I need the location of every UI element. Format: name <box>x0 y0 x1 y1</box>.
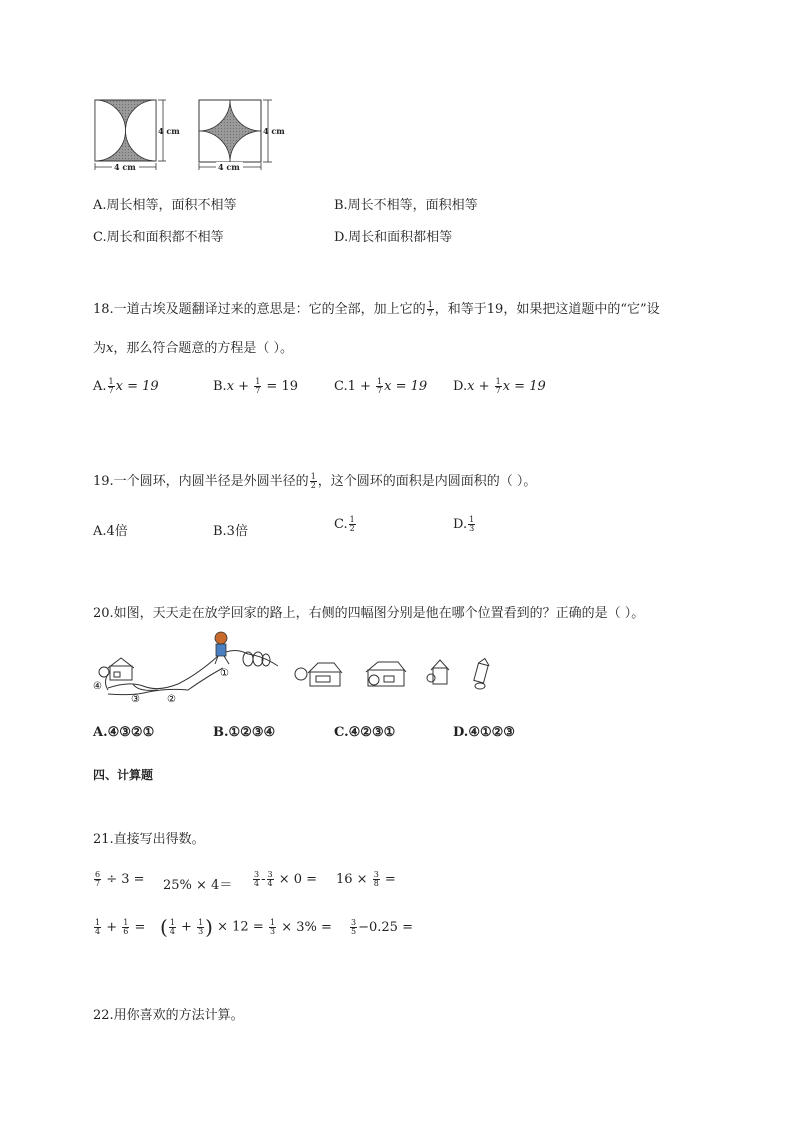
view-narrow-house-icon <box>427 660 449 684</box>
q19-option-b[interactable]: B.3倍 <box>213 524 248 539</box>
hill-path <box>106 650 279 694</box>
q20-question: 20.如图，天天走在放学回家的路上，右侧的四幅图分别是他在哪个位置看到的？正确的是（ ）。 <box>93 606 645 621</box>
q19-option-d[interactable]: D. $\frac{1}{3}$ <box>453 515 475 533</box>
position-label-4: ④ <box>93 681 102 692</box>
q19-question: 19.一个圆环，内圆半径是外圆半径的 $\frac{1}{2}$ ，这个圆环的面积是内圆面积的（ ）。 <box>93 472 537 490</box>
q18-question-line1 <box>93 298 660 318</box>
figure-quarter-circles <box>199 100 285 172</box>
house-icon <box>99 658 134 680</box>
q17-option-d[interactable]: D.周长和面积都相等 <box>334 230 453 245</box>
q21-expr-6: ( $\frac{1}{4}$ + $\frac{1}{3}$ ) × 12 = <box>160 915 264 939</box>
position-label-1: ① <box>220 668 229 679</box>
q20-option-b[interactable]: B.①②③④ <box>213 725 276 740</box>
position-label-2: ② <box>167 694 176 705</box>
q21-expr-2: 25% × 4＝ <box>163 878 233 893</box>
view-tilted-house-icon <box>474 657 491 689</box>
fig2-height-label: 4 cm <box>263 126 285 136</box>
q20-illustration <box>88 626 508 710</box>
q21-expr-1: $\frac{6}{7}$ ÷ 3 = <box>95 870 145 888</box>
q19-option-c[interactable]: C. $\frac{1}{2}$ <box>334 515 355 533</box>
q21-expr-4: 16 × $\frac{3}{8}$ = <box>336 870 396 888</box>
q21-expr-5: $\frac{1}{4}$ + $\frac{1}{6}$ = <box>95 918 146 936</box>
q18-option-b[interactable]: B.x + $\frac{1}{7}$ = 19 <box>213 377 298 395</box>
view-house-side-icon <box>366 662 406 686</box>
q21-expr-7: $\frac{1}{3}$ × 3% = <box>270 918 332 936</box>
figure-semicircles <box>95 100 180 172</box>
q21-expr-3: $\frac{3}{4}$ - $\frac{3}{4}$ × 0 = <box>254 870 318 888</box>
fig1-height-label: 4 cm <box>158 126 180 136</box>
q17-option-b[interactable]: B.周长不相等，面积相等 <box>334 198 478 213</box>
q18-text-a: 18.一道古埃及题翻译过来的意思是：它的全部，加上它的 <box>93 302 426 317</box>
q18-question-line2: 为x，那么符合题意的方程是（ ）。 <box>93 341 293 356</box>
q20-option-d[interactable]: D.④①②③ <box>453 725 515 740</box>
q18-option-c[interactable]: C.1 + $\frac{1}{7}$ x = 19 <box>334 377 428 395</box>
q17-option-a[interactable]: A.周长相等，面积不相等 <box>93 198 237 213</box>
kid-figure <box>215 632 229 664</box>
q21-title: 21.直接写出得数。 <box>93 832 205 847</box>
section-heading: 四、计算题 <box>93 768 154 782</box>
q18-fraction: $\frac{1}{7}$ <box>427 300 433 318</box>
q18-option-d[interactable]: D.x + $\frac{1}{7}$ x = 19 <box>453 377 546 395</box>
q21-expr-8: $\frac{3}{5}$ −0.25 = <box>351 918 413 936</box>
q20-option-c[interactable]: C.④②③① <box>334 725 396 740</box>
square-figures <box>88 94 298 174</box>
q19-option-a[interactable]: A.4倍 <box>93 524 128 539</box>
view-house-front-icon <box>295 663 342 686</box>
q18-option-a[interactable]: A. $\frac{1}{7}$ x = 19 <box>93 377 159 395</box>
q18-text-b: ，和等于19，如果把这道题中的“它”设 <box>434 302 660 317</box>
position-label-3: ③ <box>131 694 140 705</box>
q20-option-a[interactable]: A.④③②① <box>93 725 155 740</box>
fig2-width-label: 4 cm <box>218 162 240 172</box>
fig1-width-label: 4 cm <box>114 162 136 172</box>
q22-title: 22.用你喜欢的方法计算。 <box>93 1008 244 1023</box>
q17-option-c[interactable]: C.周长和面积都不相等 <box>93 230 224 245</box>
